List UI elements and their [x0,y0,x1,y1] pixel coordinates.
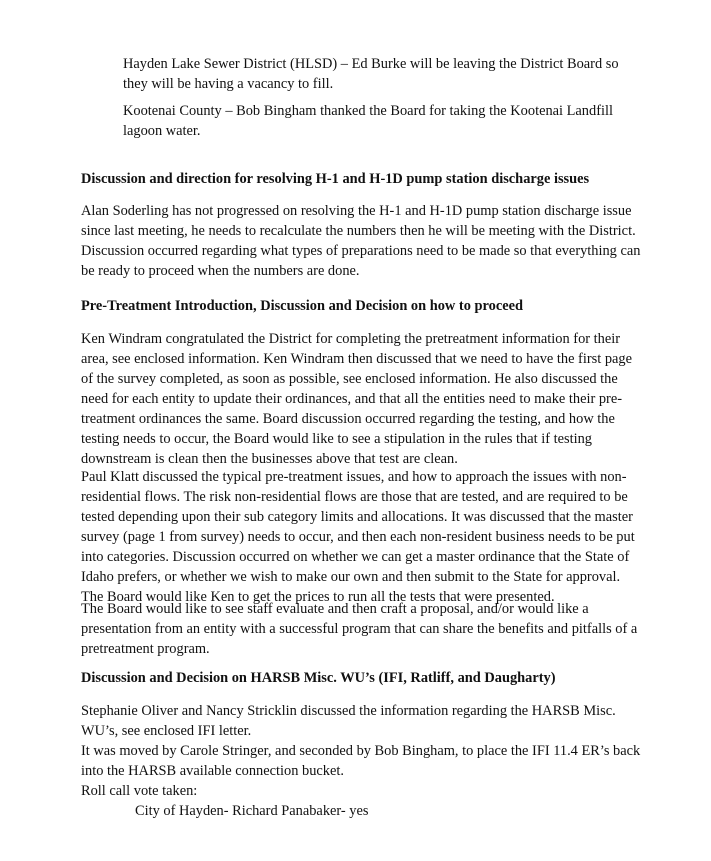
text-line: into the HARSB available connection bucket. [81,763,344,779]
text-line: be ready to proceed when the numbers are done. [81,263,360,279]
text-line: Hayden Lake Sewer District (HLSD) – Ed Burke will be leaving the District Board so [123,56,619,72]
text-line: treatment ordinances the same. Board discussion occurred regarding the testing, and how the [81,411,615,427]
text-line: since last meeting, he needs to recalculate the numbers then he will be meeting with the District. [81,223,636,239]
paragraph-ken-windram [81,329,641,469]
text-line: Ken Windram congratulated the District for completing the pretreatment information for their [81,331,621,347]
text-line: tested depending upon their sub category limits and allocations. It was discussed that the master [81,509,633,525]
text-line: Kootenai County – Bob Bingham thanked the Board for taking the Kootenai Landfill [123,103,613,119]
text-line: Roll call vote taken: [81,783,198,799]
text-line: WU’s, see enclosed IFI letter. [81,723,252,739]
text-line: Alan Soderling has not progressed on resolving the H-1 and H-1D pump station discharge issue [81,203,632,219]
text-line: The Board would like Ken to get the prices to run all the tests that were presented. [81,589,555,605]
report-item-kootenai-county [123,101,623,141]
text-line: into categories. Discussion occurred on whether we can get a master ordinance that the State of [81,549,630,565]
text-line: lagoon water. [123,123,201,139]
text-line: Paul Klatt discussed the typical pre-treatment issues, and how to approach the issues with non- [81,469,627,485]
paragraph-staff-proposal [81,599,641,659]
text-line: downstream is clean then the businesses above that test are clean. [81,451,458,467]
section-heading-pump-station: Discussion and direction for resolving H-1 and H-1D pump station discharge issues [81,171,590,187]
section-heading-pretreatment: Pre-Treatment Introduction, Discussion and Decision on how to proceed [81,298,523,314]
text-line: Stephanie Oliver and Nancy Stricklin discussed the information regarding the HARSB Misc. [81,703,616,719]
text-line: survey (page 1 from survey) needs to occur, and then each non-resident business needs to be put [81,529,635,545]
text-line: need for each entity to update their ordinances, and that all the entities need to make their pre- [81,391,623,407]
text-line: presentation from an entity with a successful program that can share the benefits and pitfalls of a [81,621,638,637]
section-heading-harsb: Discussion and Decision on HARSB Misc. WU’s (IFI, Ratliff, and Daugharty) [81,670,556,686]
paragraph-harsb-motion [81,701,641,821]
roll-call-vote-line: City of Hayden- Richard Panabaker- yes [135,803,369,819]
text-line: pretreatment program. [81,641,210,657]
text-line: of the survey completed, as soon as possible, see enclosed information. He also discussed the [81,371,618,387]
text-line: It was moved by Carole Stringer, and seconded by Bob Bingham, to place the IFI 11.4 ER’s back [81,743,641,759]
text-line: Discussion occurred regarding what types of preparations need to be made so that everything can [81,243,641,259]
text-line: Idaho prefers, or whether we wish to make our own and then submit to the State for approval. [81,569,621,585]
paragraph-paul-klatt [81,467,641,607]
text-line: they will be having a vacancy to fill. [123,76,334,92]
text-line: The Board would like to see staff evaluate and then craft a proposal, and/or would like a [81,601,589,617]
report-item-hlsd [123,54,623,94]
paragraph-pump-station [81,201,641,281]
text-line: area, see enclosed information. Ken Windram then discussed that we need to have the first page [81,351,633,367]
text-line: testing needs to occur, the Board would like to see a stipulation in the rules that if testing [81,431,592,447]
text-line: residential flows. The risk non-residential flows are those that are tested, and are required to be [81,489,628,505]
